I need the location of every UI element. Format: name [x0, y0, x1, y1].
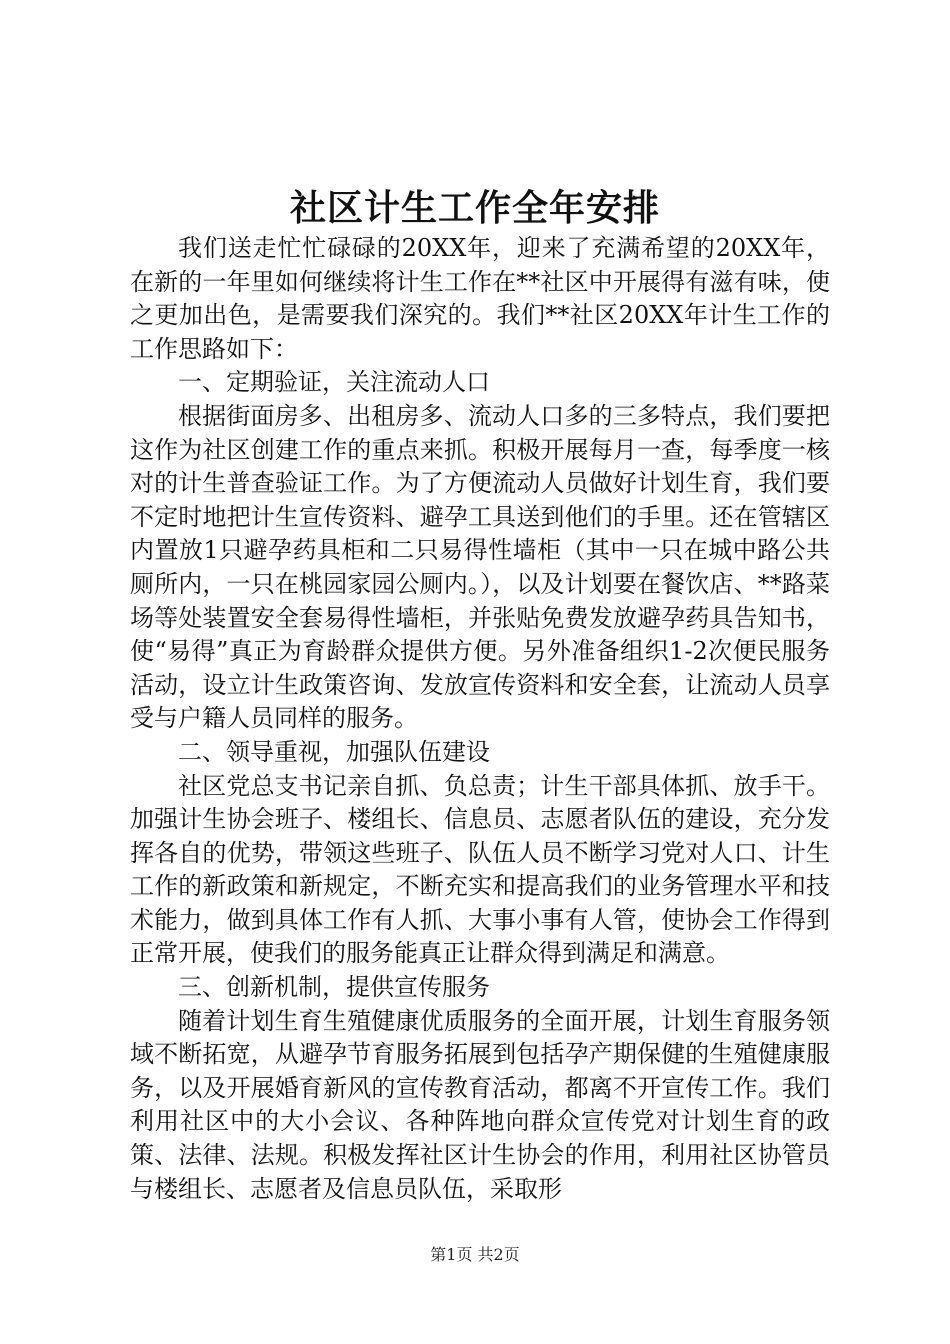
paragraph-intro: 我们送走忙忙碌碌的20XX年，迎来了充满希望的20XX年，在新的一年里如何继续将计生工作在**社区中开展得有滋有味，使之更加出色，是需要我们深究的。我们**社区20XX年计生工作的工作思路如下：: [130, 234, 830, 363]
document-body: [130, 232, 830, 1206]
paragraph-section-1: 根据街面房多、出租房多、流动人口多的三多特点，我们要把这作为社区创建工作的重点来抓。积极开展每月一查，每季度一核对的计生普查验证工作。为了方便流动人员做好计划生育，我们要不定时地把计生宣传资料、避孕工具送到他们的手里。还在管辖区内置放1只避孕药具柜和二只易得性墙柜（其中一只在城中路公共厕所内，一只在桃园家园公厕内。），以及计划要在餐饮店、**路菜场等处装置安全套易得性墙柜，并张贴免费发放避孕药具告知书，使“易得”真正为育龄群众提供方便。另外准备组织1-2次便民服务活动，设立计生政策咨询、发放宣传资料和安全套，让流动人员享受与户籍人员同样的服务。: [130, 401, 830, 733]
section-heading-1: 一、定期验证，关注流动人口: [178, 368, 490, 397]
section-heading-3: 三、创新机制，提供宣传服务: [178, 973, 490, 1002]
paragraph-section-3: 随着计划生育生殖健康优质服务的全面开展，计划生育服务领域不断拓宽，从避孕节育服务拓展到包括孕产期保健的生殖健康服务，以及开展婚育新风的宣传教育活动，都离不开宣传工作。我们利用社区中的大小会议、各种阵地向群众宣传党对计划生育的政策、法律、法规。积极发挥社区计生协会的作用，利用社区协管员与楼组长、志愿者及信息员队伍，采取形: [130, 1006, 830, 1203]
document-title: 社区计生工作全年安排: [289, 187, 660, 229]
page-number-footer: 第1页 共2页: [430, 1245, 520, 1264]
paragraph-section-2: 社区党总支书记亲自抓、负总责；计生干部具体抓、放手干。加强计生协会班子、楼组长、信息员、志愿者队伍的建设，充分发挥各自的优势，带领这些班子、队伍人员不断学习党对人口、计生工作的新政策和新规定，不断充实和提高我们的业务管理水平和技术能力，做到具体工作有人抓、大事小事有人管，使协会工作得到正常开展，使我们的服务能真正让群众得到满足和满意。: [130, 771, 830, 968]
section-heading-2: 二、领导重视，加强队伍建设: [178, 737, 490, 766]
